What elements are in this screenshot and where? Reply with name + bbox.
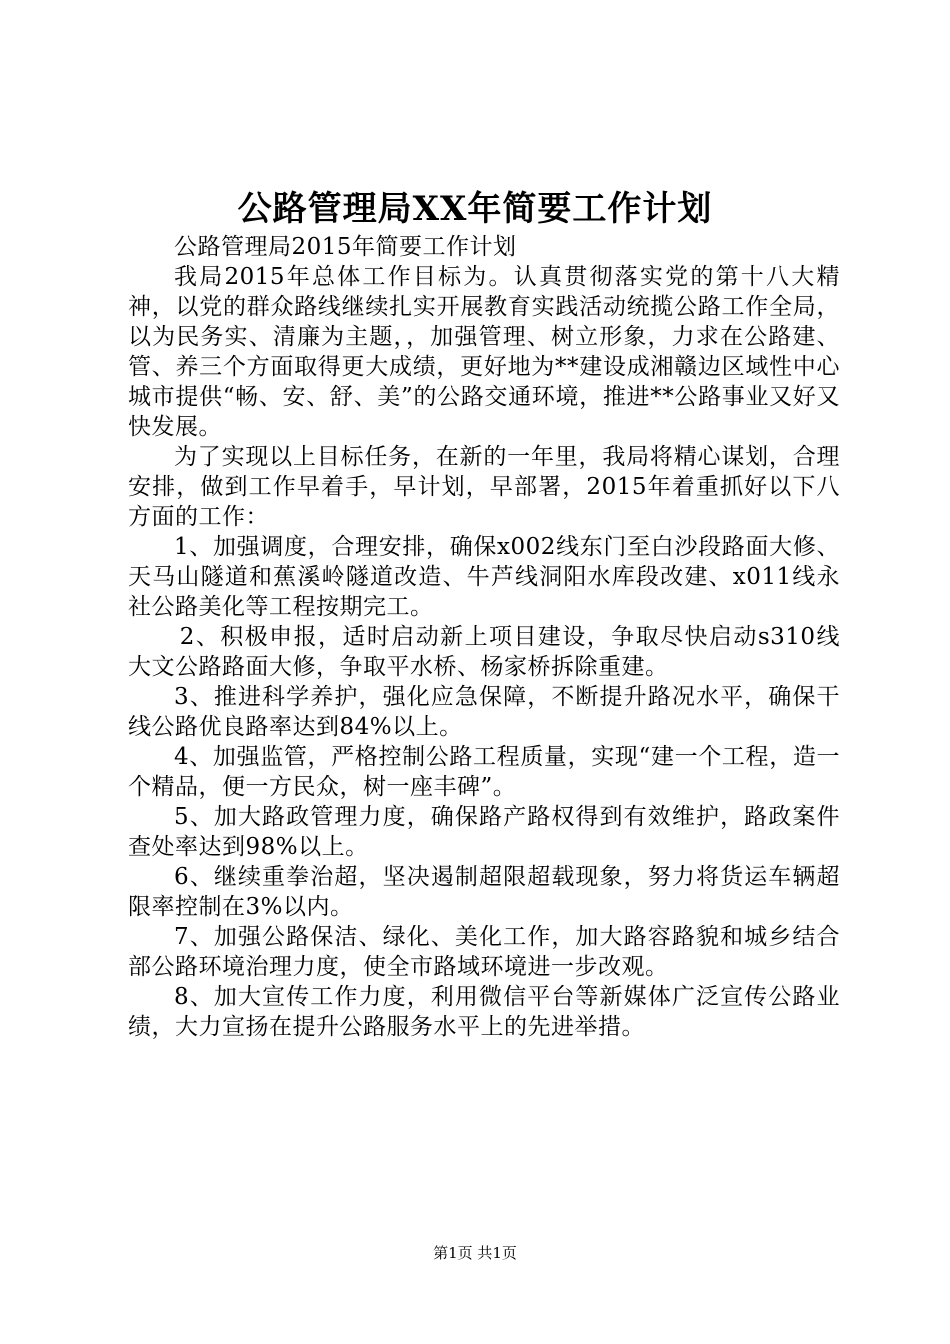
paragraph-task-2: 2、积极申报，适时启动新上项目建设，争取尽快启动s310线大文公路路面大修，争取平水桥、杨家桥拆除重建。 xyxy=(128,624,840,680)
document-title: 公路管理局XX年简要工作计划 xyxy=(237,189,713,229)
paragraph-task-5: 5、加大路政管理力度，确保路产路权得到有效维护，路政案件查处率达到98%以上。 xyxy=(128,804,840,860)
paragraph-task-1: 1、加强调度，合理安排，确保x002线东门至白沙段路面大修、天马山隧道和蕉溪岭隧道改造、牛芦线洞阳水库段改建、x011线永社公路美化等工程按期完工。 xyxy=(128,534,840,620)
paragraph-intro-tasks: 为了实现以上目标任务，在新的一年里，我局将精心谋划，合理安排，做到工作早着手，早计划，早部署，2015年着重抓好以下八方面的工作： xyxy=(128,444,840,530)
paragraph-subtitle: 公路管理局2015年简要工作计划 xyxy=(174,234,517,260)
paragraph-task-6: 6、继续重拳治超，坚决遏制超限超载现象，努力将货运车辆超限率控制在3%以内。 xyxy=(128,864,840,920)
paragraph-task-3: 3、推进科学养护，强化应急保障，不断提升路况水平，确保干线公路优良路率达到84%以上。 xyxy=(128,684,840,740)
document-body xyxy=(128,232,840,1042)
paragraph-task-8: 8、加大宣传工作力度，利用微信平台等新媒体广泛宣传公路业绩，大力宣扬在提升公路服务水平上的先进举措。 xyxy=(128,984,840,1040)
paragraph-task-7: 7、加强公路保洁、绿化、美化工作，加大路容路貌和城乡结合部公路环境治理力度，使全市路域环境进一步改观。 xyxy=(128,924,840,980)
page-number-footer: 第1页 共1页 xyxy=(433,1244,517,1262)
paragraph-task-4: 4、加强监管，严格控制公路工程质量，实现“建一个工程，造一个精品，便一方民众，树一座丰碑”。 xyxy=(128,744,840,800)
paragraph-overall-goal: 我局2015年总体工作目标为。认真贯彻落实党的第十八大精神，以党的群众路线继续扎实开展教育实践活动统揽公路工作全局，以为民务实、清廉为主题，，加强管理、树立形象，力求在公路建、管、养三个方面取得更大成绩，更好地为**建设成湘赣边区域性中心城市提供“畅、安、舒、美”的公路交通环境，推进**公路事业又好又快发展。 xyxy=(128,264,840,440)
